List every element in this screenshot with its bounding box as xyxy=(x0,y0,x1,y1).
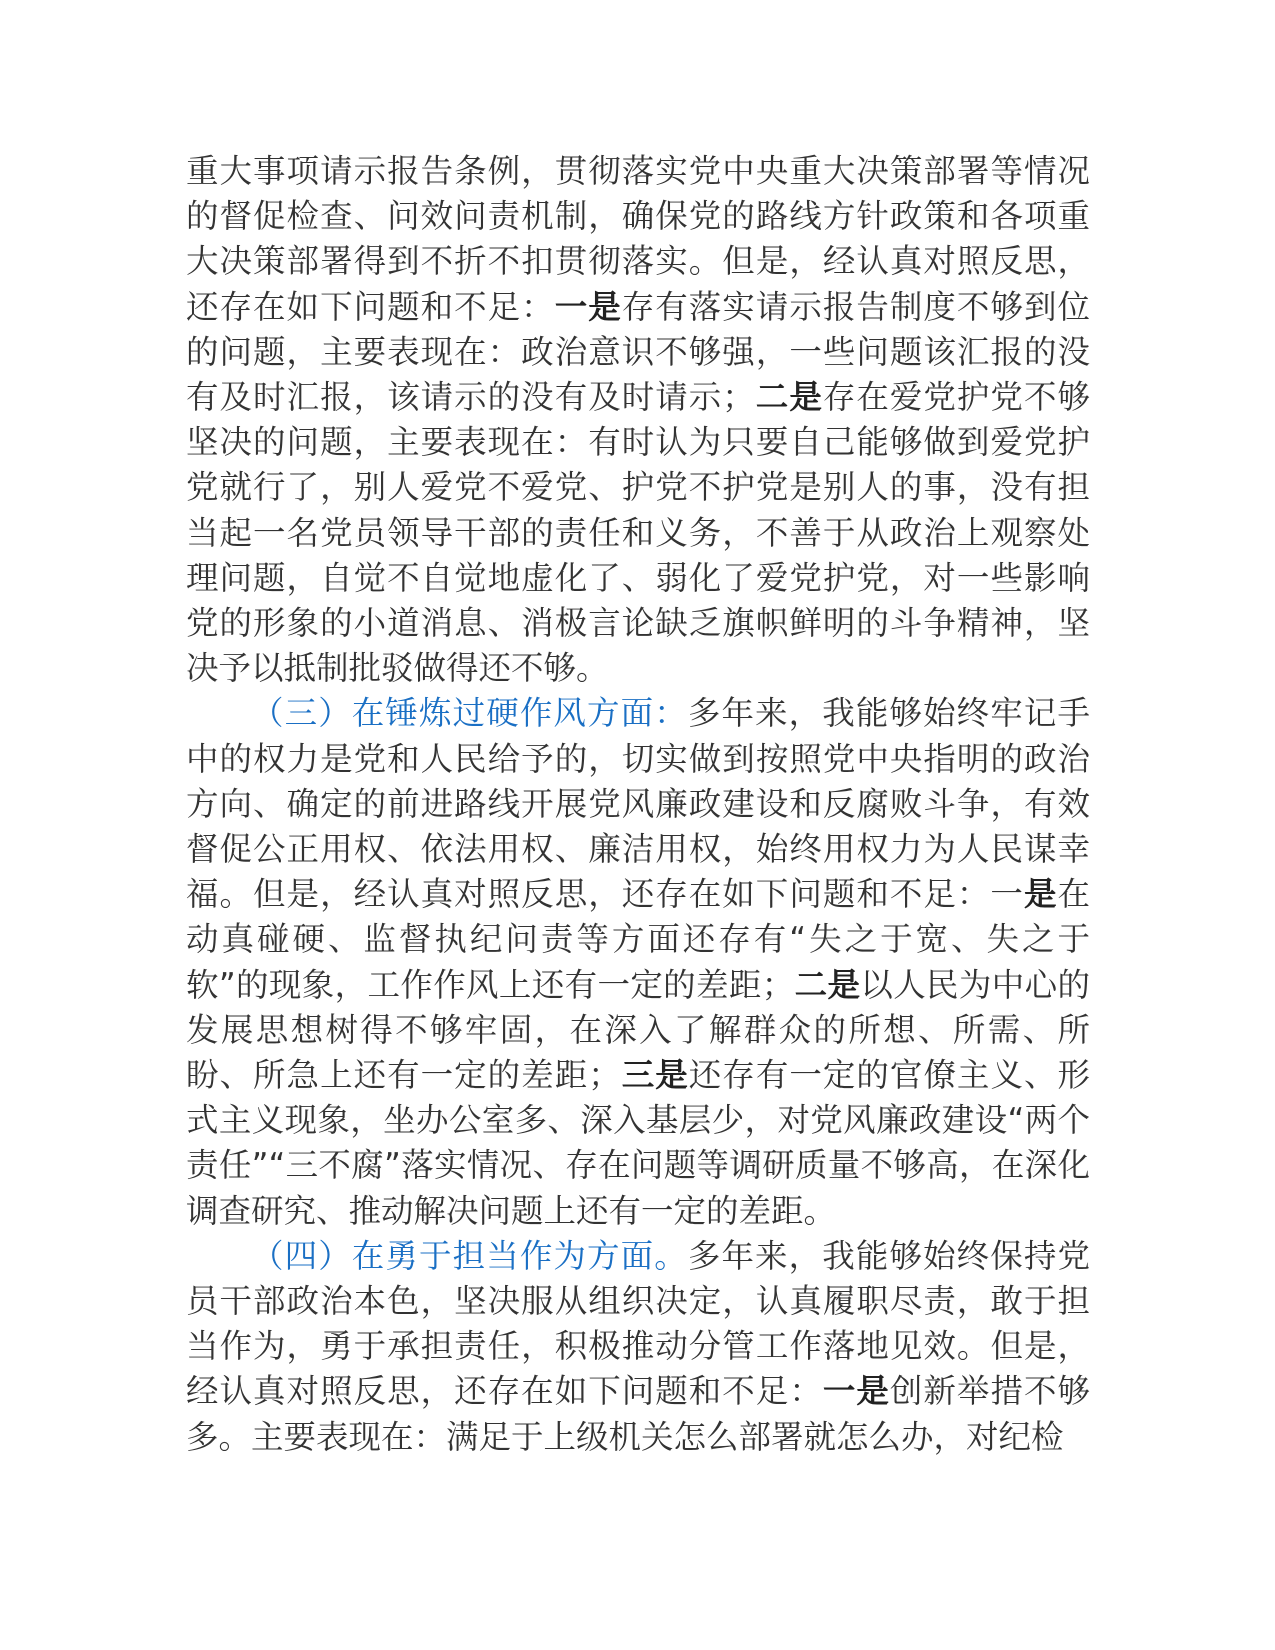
emphasis-second: 二是 xyxy=(794,965,861,1004)
body-text: 在动真碰硬、监督执纪问责等方面还存有“失之于宽、失之于软”的现象，工作作风上还有一定的差距； xyxy=(186,875,1090,1004)
emphasis-third: 三是 xyxy=(620,1056,689,1095)
paragraph-continuation xyxy=(186,149,1090,691)
emphasis-first: 一是 xyxy=(554,287,622,326)
body-text: 存在爱党护党不够坚决的问题，主要表现在：有时认为只要自己能够做到爱党护党就行了，别人爱党不爱党、护党不护党是别人的事，没有担当起一名党员领导干部的责任和义务，不善于从政治上观察处理问题，自觉不自觉地虚化了、弱化了爱党护党，对一些影响党的形象的小道消息、消极言论缺乏旗帜鲜明的斗争精神，坚决予以抵制批驳做得还不够。 xyxy=(186,378,1090,688)
body-text: 重大事项请示报告条例，贯彻落实党中央重大决策部署等情况的督促检查、问效问责机制，确保党的路线方针政策和各项重大决策部署得到不折不扣贯彻落实。但是，经认真对照反思，还存在如下问题和不足： xyxy=(186,152,1090,326)
paragraph-section-four xyxy=(186,1234,1090,1460)
body-text: 还存有一定的官僚主义、形式主义现象，坐办公室多、深入基层少，对党风廉政建设“两个责任”“三不腐”落实情况、存在问题等调研质量不够高，在深化调查研究、推动解决问题上还有一定的差距。 xyxy=(186,1056,1090,1230)
body-text: 多年来，我能够始终牢记手中的权力是党和人民给予的，切实做到按照党中央指明的政治方向、确定的前进路线开展党风廉政建设和反腐败斗争，有效督促公正用权、依法用权、廉洁用权，始终用权力为人民谋幸福。但是，经认真对照反思，还存在如下问题和不足：一 xyxy=(186,694,1090,914)
emphasis-second: 二是 xyxy=(754,378,823,417)
body-text: 创新举措不够多。主要表现在：满足于上级机关怎么部署就怎么办，对纪检 xyxy=(186,1372,1090,1456)
document-body xyxy=(186,149,1090,1460)
section-heading-four: （四）在勇于担当作为方面。 xyxy=(251,1236,688,1275)
paragraph-section-three xyxy=(186,691,1090,1233)
body-text: 多年来，我能够始终保持党员干部政治本色，坚决服从组织决定，认真履职尽责，敢于担当作为，勇于承担责任，积极推动分管工作落地见效。但是，经认真对照反思，还存在如下问题和不足： xyxy=(186,1236,1090,1411)
section-heading-three: （三）在锤炼过硬作风方面： xyxy=(251,694,688,733)
emphasis-first: 是 xyxy=(1023,875,1058,914)
emphasis-first: 一是 xyxy=(822,1372,890,1411)
body-text: 存有落实请示报告制度不够到位的问题，主要表现在：政治意识不够强，一些问题该汇报的没有及时汇报，该请示的没有及时请示； xyxy=(186,287,1090,417)
body-text: 以人民为中心的发展思想树得不够牢固，在深入了解群众的所想、所需、所盼、所急上还有一定的差距； xyxy=(186,965,1090,1095)
